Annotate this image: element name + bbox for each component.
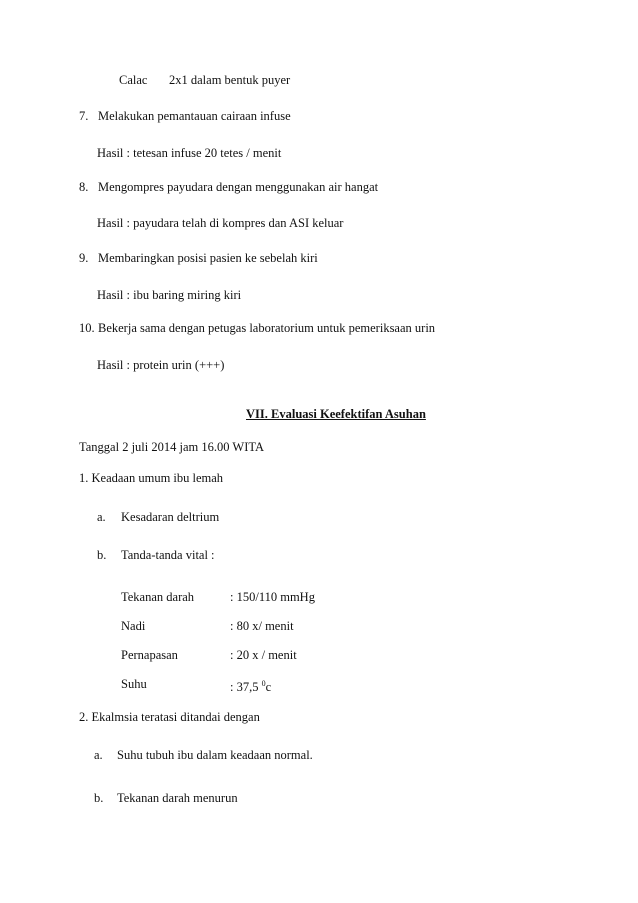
temperature-number: : 37,5 [230,680,262,694]
item-text: Melakukan pemantauan cairaan infuse [98,109,291,123]
item-result: Hasil : payudara telah di kompres dan ASI keluar [97,216,344,230]
vital-label: Nadi [121,619,146,633]
vital-label: Tekanan darah [121,590,195,604]
item-number: 9. [79,251,89,265]
item-text: Mengompres payudara dengan menggunakan air hangat [98,180,379,194]
sub-text: Tekanan darah menurun [117,791,238,805]
calac-label: Calac [119,73,148,87]
sub-text: Kesadaran deltrium [121,510,220,524]
item-text: Membaringkan posisi pasien ke sebelah kiri [98,251,318,265]
item-number: 8. [79,180,89,194]
temperature-unit: c [265,680,272,694]
point-title: 2. Ekalmsia teratasi ditandai dengan [79,710,260,724]
sub-letter: b. [94,791,104,805]
vital-value-temperature [230,676,271,695]
item-number: 10. [79,321,95,335]
item-number: 7. [79,109,89,123]
point-title: 1. Keadaan umum ibu lemah [79,471,224,485]
vital-value: : 150/110 mmHg [230,590,315,604]
sub-letter: b. [97,548,107,562]
item-result: Hasil : tetesan infuse 20 tetes / menit [97,146,282,160]
section-heading: VII. Evaluasi Keefektifan Asuhan [246,407,426,421]
sub-letter: a. [94,748,103,762]
vital-label: Pernapasan [121,648,178,662]
sub-text: Tanda-tanda vital : [121,548,215,562]
evaluation-date: Tanggal 2 juli 2014 jam 16.00 WITA [79,440,265,454]
item-result: Hasil : protein urin (+++) [97,358,225,372]
item-result: Hasil : ibu baring miring kiri [97,288,242,302]
vital-value: : 20 x / menit [230,648,297,662]
vital-label: Suhu [121,677,147,691]
vital-value: : 80 x/ menit [230,619,294,633]
sub-letter: a. [97,510,106,524]
calac-dose: 2x1 dalam bentuk puyer [169,73,291,87]
item-text: Bekerja sama dengan petugas laboratorium untuk pemeriksaan urin [98,321,436,335]
sub-text: Suhu tubuh ibu dalam keadaan normal. [117,748,313,762]
degree-superscript: 0 [261,679,266,688]
